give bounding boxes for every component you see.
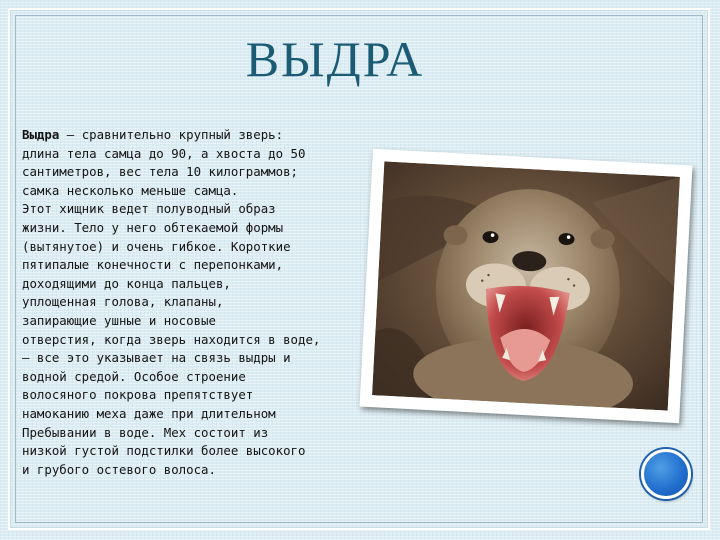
text-line: сантиметров, вес тела 10 килограммов; xyxy=(22,164,299,180)
text-line: водной средой. Особое строение xyxy=(22,368,246,384)
body-text xyxy=(22,126,367,479)
text-line: намоканию меха даже при длительном xyxy=(22,405,276,421)
otter-photo xyxy=(372,161,680,410)
body-paragraph xyxy=(22,126,367,479)
first-line-rest: — сравнительно крупный зверь: xyxy=(59,127,284,142)
text-line: (вытянутое) и очень гибкое. Короткие xyxy=(22,238,291,254)
text-line: — все это указывает на связь выдры и xyxy=(22,350,291,366)
text-line: уплощенная голова, клапаны, xyxy=(22,294,224,310)
text-line: низкой густой подстилки более высокого xyxy=(22,443,306,459)
text-line: волосяного покрова препятствует xyxy=(22,387,254,403)
first-line xyxy=(22,126,367,145)
text-line: запирающие ушные и носовые xyxy=(22,312,216,328)
text-line: доходящими до конца пальцев, xyxy=(22,275,231,291)
text-line: пятипалые конечности с перепонками, xyxy=(22,257,284,273)
term-otter: Выдра xyxy=(22,127,60,142)
text-line: длина тела самца до 90, а хвоста до 50 xyxy=(22,145,306,161)
slide-title: ВЫДРА xyxy=(245,31,425,87)
text-line: и грубого остевого волоса. xyxy=(22,461,216,477)
text-line: жизни. Тело у него обтекаемой формы xyxy=(22,219,284,235)
blue-circle-button[interactable] xyxy=(641,449,691,499)
otter-photo-frame xyxy=(359,149,692,423)
text-line: Этот хищник ведет полуводный образ xyxy=(22,201,276,217)
text-line: самка несколько меньше самца. xyxy=(22,182,239,198)
text-line: Пребывании в воде. Мех состоит из xyxy=(22,424,269,440)
text-line: отверстия, когда зверь находится в воде, xyxy=(22,331,321,347)
